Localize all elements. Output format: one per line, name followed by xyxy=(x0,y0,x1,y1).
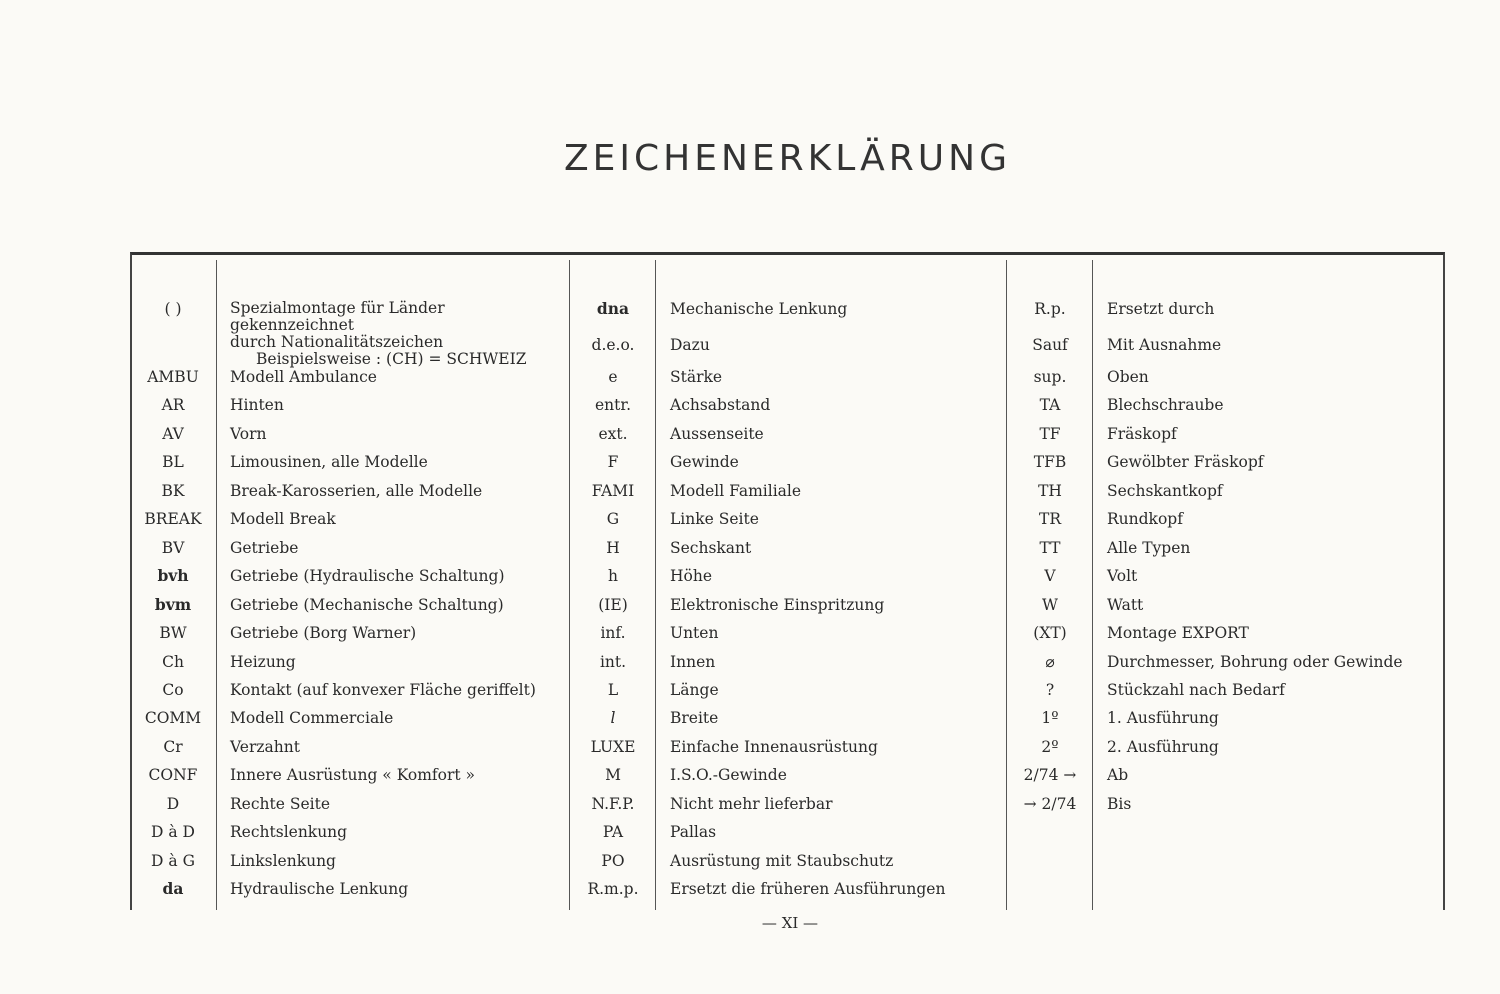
page-title: ZEICHENERKLÄRUNG xyxy=(564,138,1011,179)
abbr: d.e.o. xyxy=(591,336,635,354)
description: Stärke xyxy=(670,368,723,386)
abbr: inf. xyxy=(600,624,626,642)
abbr: l xyxy=(610,709,616,727)
abbr: FAMI xyxy=(591,482,635,500)
abbr: D à D xyxy=(151,823,195,841)
description: Aussenseite xyxy=(670,425,764,443)
abbr: (IE) xyxy=(598,596,628,614)
description: Höhe xyxy=(670,567,713,585)
description: Ab xyxy=(1107,766,1129,784)
description: Rundkopf xyxy=(1107,510,1183,528)
page-number: — XI — xyxy=(761,914,819,932)
description-line: durch Nationalitätszeichen xyxy=(230,333,444,351)
description: Durchmesser, Bohrung oder Gewinde xyxy=(1107,653,1403,671)
abbr: Co xyxy=(162,681,184,699)
description: Ersetzt durch xyxy=(1107,300,1215,318)
description: Modell Commerciale xyxy=(230,709,394,727)
abbr: TF xyxy=(1039,425,1061,443)
abbr: 1º xyxy=(1041,709,1059,727)
description: Break-Karosserien, alle Modelle xyxy=(230,482,483,500)
abbr: TH xyxy=(1038,482,1062,500)
description: Getriebe (Mechanische Schaltung) xyxy=(230,596,504,614)
description: I.S.O.-Gewinde xyxy=(670,766,787,784)
abbr: BK xyxy=(161,482,185,500)
abbr: PA xyxy=(602,823,624,841)
abbr: Cr xyxy=(163,738,183,756)
abbr: bvm xyxy=(154,595,192,614)
abbr: AMBU xyxy=(147,368,199,386)
description: 2. Ausführung xyxy=(1107,738,1219,756)
description: Rechtslenkung xyxy=(230,823,348,841)
abbr: AR xyxy=(161,396,185,414)
description: Modell Familiale xyxy=(670,482,802,500)
abbr: R.m.p. xyxy=(587,880,639,898)
description: Dazu xyxy=(670,336,710,354)
abbr: int. xyxy=(599,653,627,671)
description: Limousinen, alle Modelle xyxy=(230,453,428,471)
abbr: LUXE xyxy=(590,738,636,756)
column-divider xyxy=(1092,260,1093,910)
description: Sechskant xyxy=(670,539,752,557)
description: Montage EXPORT xyxy=(1107,624,1249,642)
abbr: TR xyxy=(1038,510,1061,528)
description: Fräskopf xyxy=(1107,425,1177,443)
abbr: BL xyxy=(162,453,184,471)
description: Hydraulische Lenkung xyxy=(230,880,409,898)
abbr: BW xyxy=(159,624,187,642)
description-line: Spezialmontage für Länder gekennzeichnet xyxy=(230,299,445,334)
column-divider xyxy=(569,260,570,910)
description: Getriebe (Borg Warner) xyxy=(230,624,417,642)
abbr: CONF xyxy=(148,766,198,784)
abbr: Sauf xyxy=(1032,336,1068,354)
abbr: bvh xyxy=(157,566,189,585)
abbr: R.p. xyxy=(1034,300,1066,318)
description: Achsabstand xyxy=(670,396,771,414)
description: Vorn xyxy=(230,425,267,443)
abbr: da xyxy=(162,879,184,898)
abbr: W xyxy=(1042,596,1058,614)
abbr: → 2/74 xyxy=(1023,795,1077,813)
description: Linke Seite xyxy=(670,510,759,528)
description: Modell Ambulance xyxy=(230,368,377,386)
abbr: AV xyxy=(162,425,184,443)
abbr: F xyxy=(607,453,619,471)
abbr: D xyxy=(166,795,180,813)
description: Oben xyxy=(1107,368,1149,386)
description: Modell Break xyxy=(230,510,336,528)
abbr: N.F.P. xyxy=(591,795,635,813)
description: Mechanische Lenkung xyxy=(670,300,848,318)
description: Rechte Seite xyxy=(230,795,330,813)
description: Nicht mehr lieferbar xyxy=(670,795,833,813)
description: 1. Ausführung xyxy=(1107,709,1219,727)
abbr: G xyxy=(606,510,620,528)
abbr: V xyxy=(1044,567,1056,585)
description-multiline xyxy=(230,300,566,368)
column-divider xyxy=(216,260,217,910)
abbr: e xyxy=(608,368,618,386)
abbr: TFB xyxy=(1033,453,1067,471)
abbr: D à G xyxy=(151,852,195,870)
description: Getriebe (Hydraulische Schaltung) xyxy=(230,567,505,585)
description: Kontakt (auf konvexer Fläche geriffelt) xyxy=(230,681,536,699)
abbr: sup. xyxy=(1033,368,1067,386)
description: Ausrüstung mit Staubschutz xyxy=(670,852,894,870)
description: Watt xyxy=(1107,596,1144,614)
description: Unten xyxy=(670,624,719,642)
description: Gewölbter Fräskopf xyxy=(1107,453,1264,471)
description: Ersetzt die früheren Ausführungen xyxy=(670,880,946,898)
description: Länge xyxy=(670,681,719,699)
abbr: 2/74 → xyxy=(1023,766,1077,784)
abbr: dna xyxy=(596,299,630,318)
abbr: TT xyxy=(1039,539,1061,557)
column-divider xyxy=(1006,260,1007,910)
abbr: PO xyxy=(601,852,625,870)
description: Pallas xyxy=(670,823,717,841)
abbr: ext. xyxy=(598,425,628,443)
description: Elektronische Einspritzung xyxy=(670,596,885,614)
abbr: M xyxy=(605,766,621,784)
description: Getriebe xyxy=(230,539,299,557)
column-divider xyxy=(655,260,656,910)
description: Linkslenkung xyxy=(230,852,336,870)
abbr: TA xyxy=(1039,396,1061,414)
abbr: 2º xyxy=(1041,738,1059,756)
abbr: H xyxy=(606,539,620,557)
description: Gewinde xyxy=(670,453,739,471)
description: Alle Typen xyxy=(1107,539,1191,557)
abbr: h xyxy=(608,567,618,585)
abbr: L xyxy=(607,681,619,699)
description: Volt xyxy=(1107,567,1138,585)
abbr: BREAK xyxy=(144,510,202,528)
description: Blechschraube xyxy=(1107,396,1224,414)
abbr: (XT) xyxy=(1033,624,1067,642)
description: Breite xyxy=(670,709,719,727)
diameter-icon: ⌀ xyxy=(1045,653,1055,671)
abbr: BV xyxy=(161,539,185,557)
abbr: ? xyxy=(1045,681,1055,699)
abbr: COMM xyxy=(144,709,202,727)
description: Mit Ausnahme xyxy=(1107,336,1222,354)
description-line: Beispielsweise : (CH) = SCHWEIZ xyxy=(256,350,527,368)
description: Heizung xyxy=(230,653,296,671)
description: Bis xyxy=(1107,795,1132,813)
description: Einfache Innenausrüstung xyxy=(670,738,878,756)
description: Sechskantkopf xyxy=(1107,482,1223,500)
abbr: ( ) xyxy=(164,300,182,318)
description: Hinten xyxy=(230,396,284,414)
description: Innere Ausrüstung « Komfort » xyxy=(230,766,476,784)
description: Innen xyxy=(670,653,716,671)
abbr: Ch xyxy=(162,653,184,671)
description: Verzahnt xyxy=(230,738,300,756)
description: Stückzahl nach Bedarf xyxy=(1107,681,1285,699)
abbr: entr. xyxy=(594,396,632,414)
